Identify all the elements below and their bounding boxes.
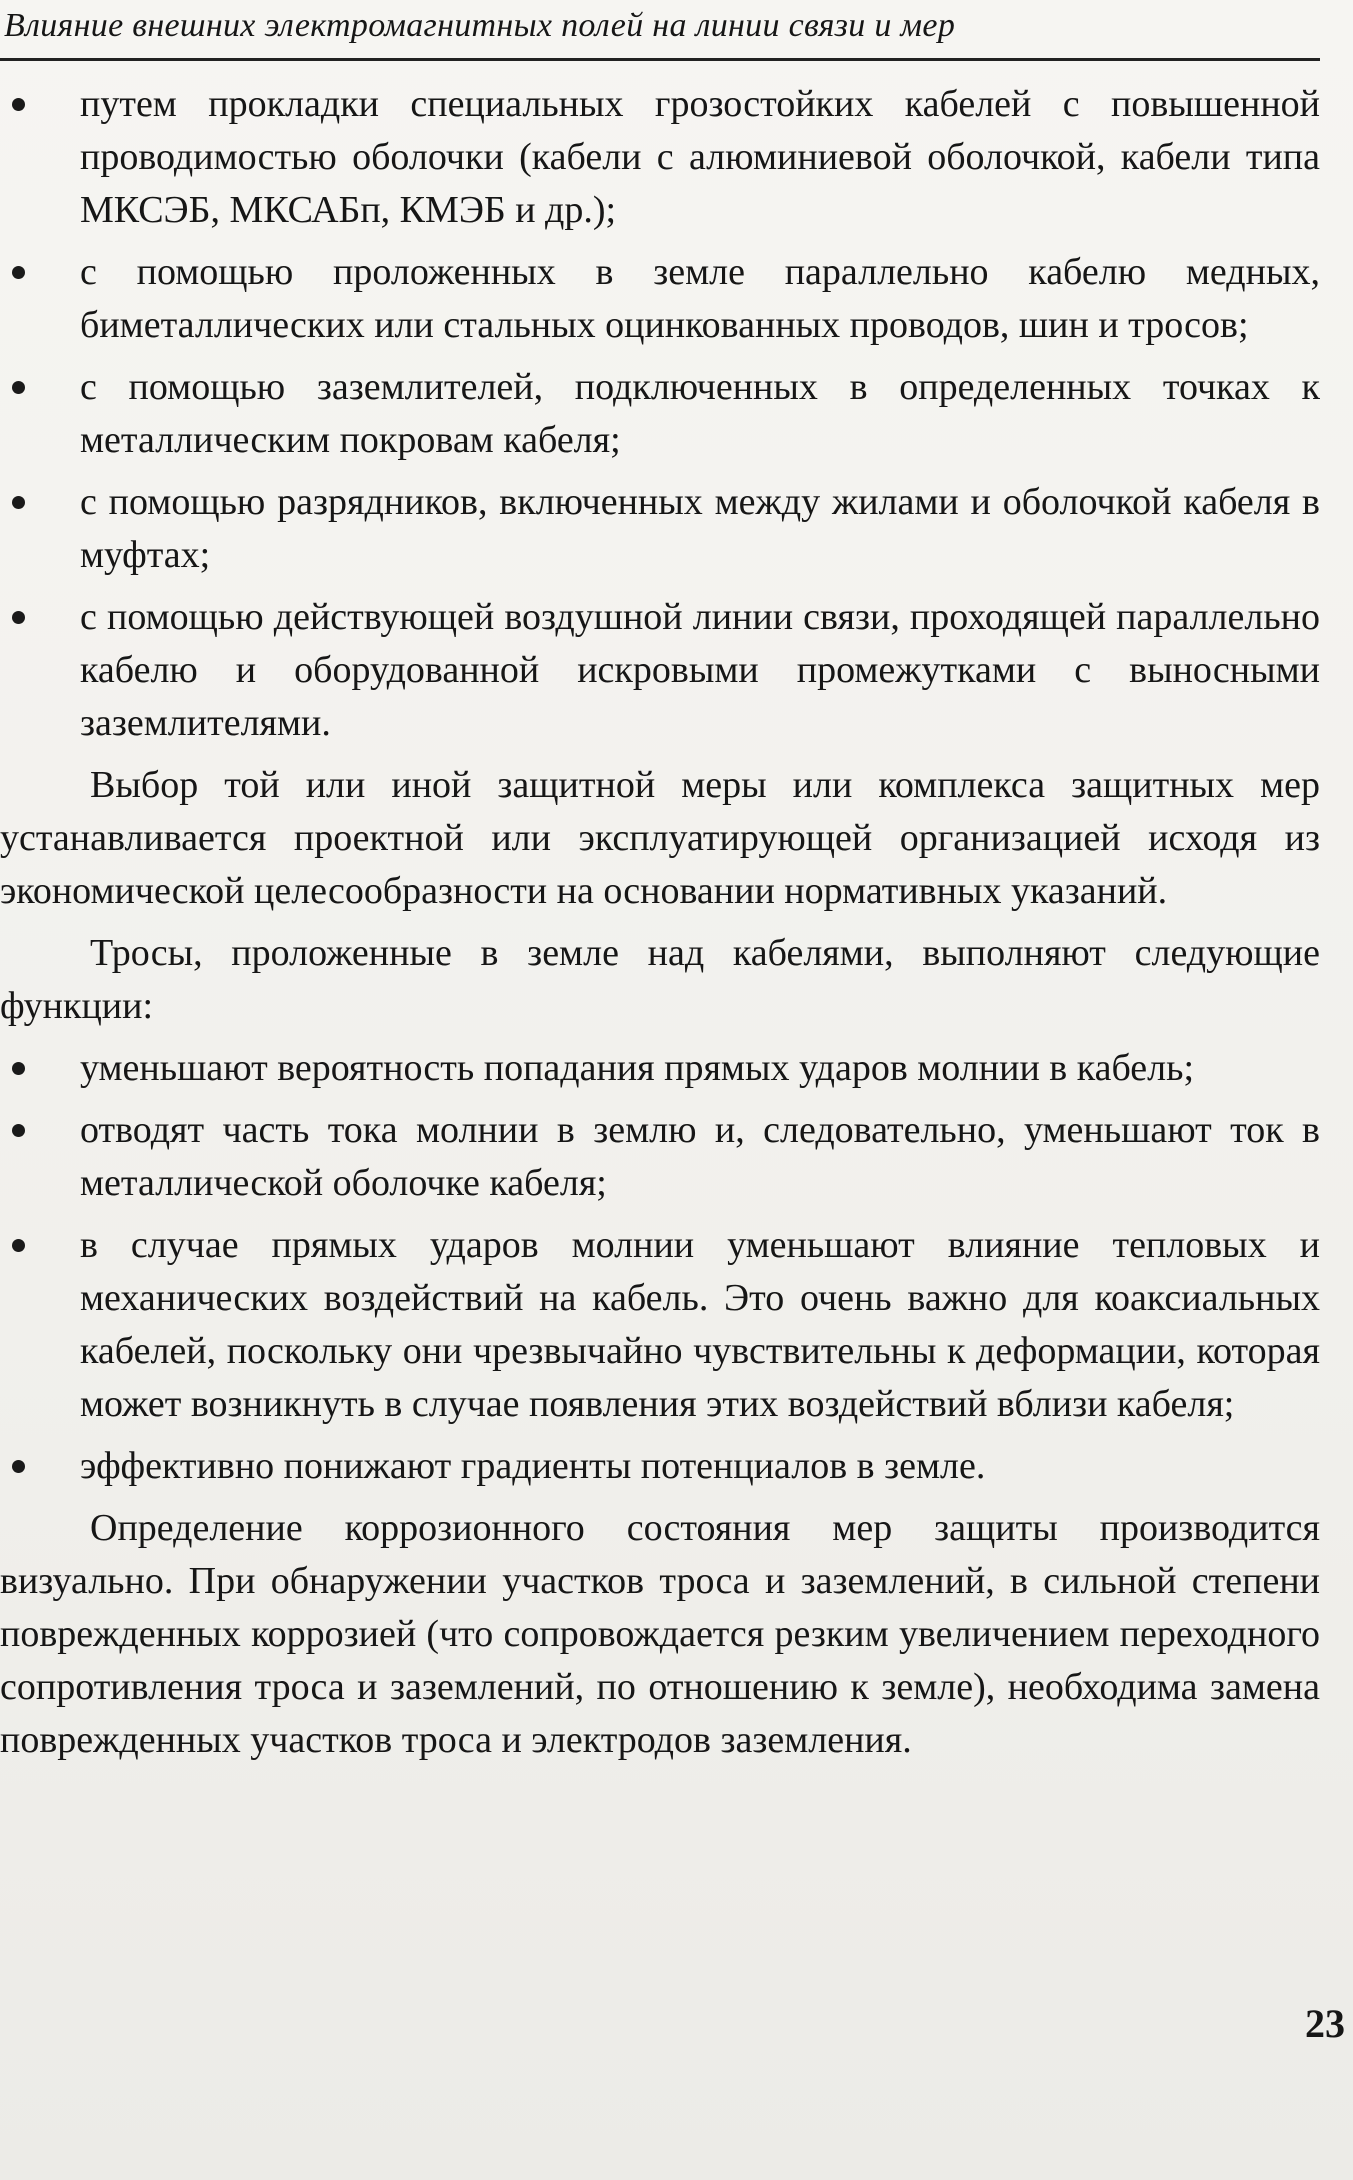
list-item-text: уменьшают вероятность попадания прямых ударов молнии в кабель;	[80, 1047, 1195, 1089]
bullet-icon	[12, 1062, 25, 1075]
list-item	[0, 78, 1320, 237]
list-item-text: отводят часть тока молнии в землю и, следовательно, уменьшают ток в металлической оболочке кабеля;	[80, 1109, 1320, 1204]
page-body	[0, 78, 1320, 1776]
bullet-icon	[12, 496, 25, 509]
list-item-text: эффективно понижают градиенты потенциалов в земле.	[80, 1445, 986, 1487]
list-item	[0, 476, 1320, 582]
list-item-text: с помощью разрядников, включенных между жилами и оболочкой кабеля в муфтах;	[80, 481, 1320, 576]
list-item	[0, 246, 1320, 352]
bullet-icon	[12, 611, 25, 624]
paragraph: Определение коррозионного состояния мер защиты производится визуально. При обнаружении участков троса и заземлений, в сильной степени поврежденных коррозией (что сопровождается резким увеличением переходного сопротивления троса и заземлений, по отношению к земле), необходима замена поврежденных участков троса и электродов заземления.	[0, 1507, 1320, 1761]
list-item	[0, 361, 1320, 467]
list-item	[0, 591, 1320, 750]
bullet-icon	[12, 1239, 25, 1252]
paragraph: Тросы, проложенные в земле над кабелями, выполняют следующие функции:	[0, 932, 1320, 1027]
list-item	[0, 1104, 1320, 1210]
running-header: Влияние внешних электромагнитных полей на линии связи и мер	[4, 7, 956, 44]
list-item	[0, 1440, 1320, 1493]
bullet-icon	[12, 1460, 25, 1473]
header-rule	[0, 58, 1320, 61]
list-item-text: с помощью действующей воздушной линии связи, проходящей параллельно кабелю и оборудованной искровыми промежутками с выносными заземлителями.	[80, 596, 1320, 744]
cable-functions-list	[0, 1042, 1320, 1493]
list-item	[0, 1219, 1320, 1431]
list-item	[0, 1042, 1320, 1095]
list-item-text: с помощью проложенных в земле параллельно кабелю медных, биметаллических или стальных оцинкованных проводов, шин и тросов;	[80, 251, 1320, 346]
list-item-text: путем прокладки специальных грозостойких кабелей с повышенной проводимостью оболочки (кабели с алюминиевой оболочкой, кабели типа МКСЭБ, МКСАБп, КМЭБ и др.);	[80, 83, 1320, 231]
paragraph: Выбор той или иной защитной меры или комплекса защитных мер устанавливается проектной или эксплуатирующей организацией исходя из экономической целесообразности на основании нормативных указаний.	[0, 764, 1320, 912]
bullet-icon	[12, 98, 25, 111]
bullet-icon	[12, 266, 25, 279]
page-number: 23	[1305, 2001, 1345, 2046]
protection-methods-list	[0, 78, 1320, 750]
bullet-icon	[12, 1124, 25, 1137]
list-item-text: в случае прямых ударов молнии уменьшают влияние тепловых и механических воздействий на кабель. Это очень важно для коаксиальных кабелей, поскольку они чрезвычайно чувствительны к деформации, которая может возникнуть в случае появления этих воздействий вблизи кабеля;	[80, 1224, 1320, 1425]
bullet-icon	[12, 381, 25, 394]
list-item-text: с помощью заземлителей, подключенных в определенных точках к металлическим покровам кабеля;	[80, 366, 1320, 461]
